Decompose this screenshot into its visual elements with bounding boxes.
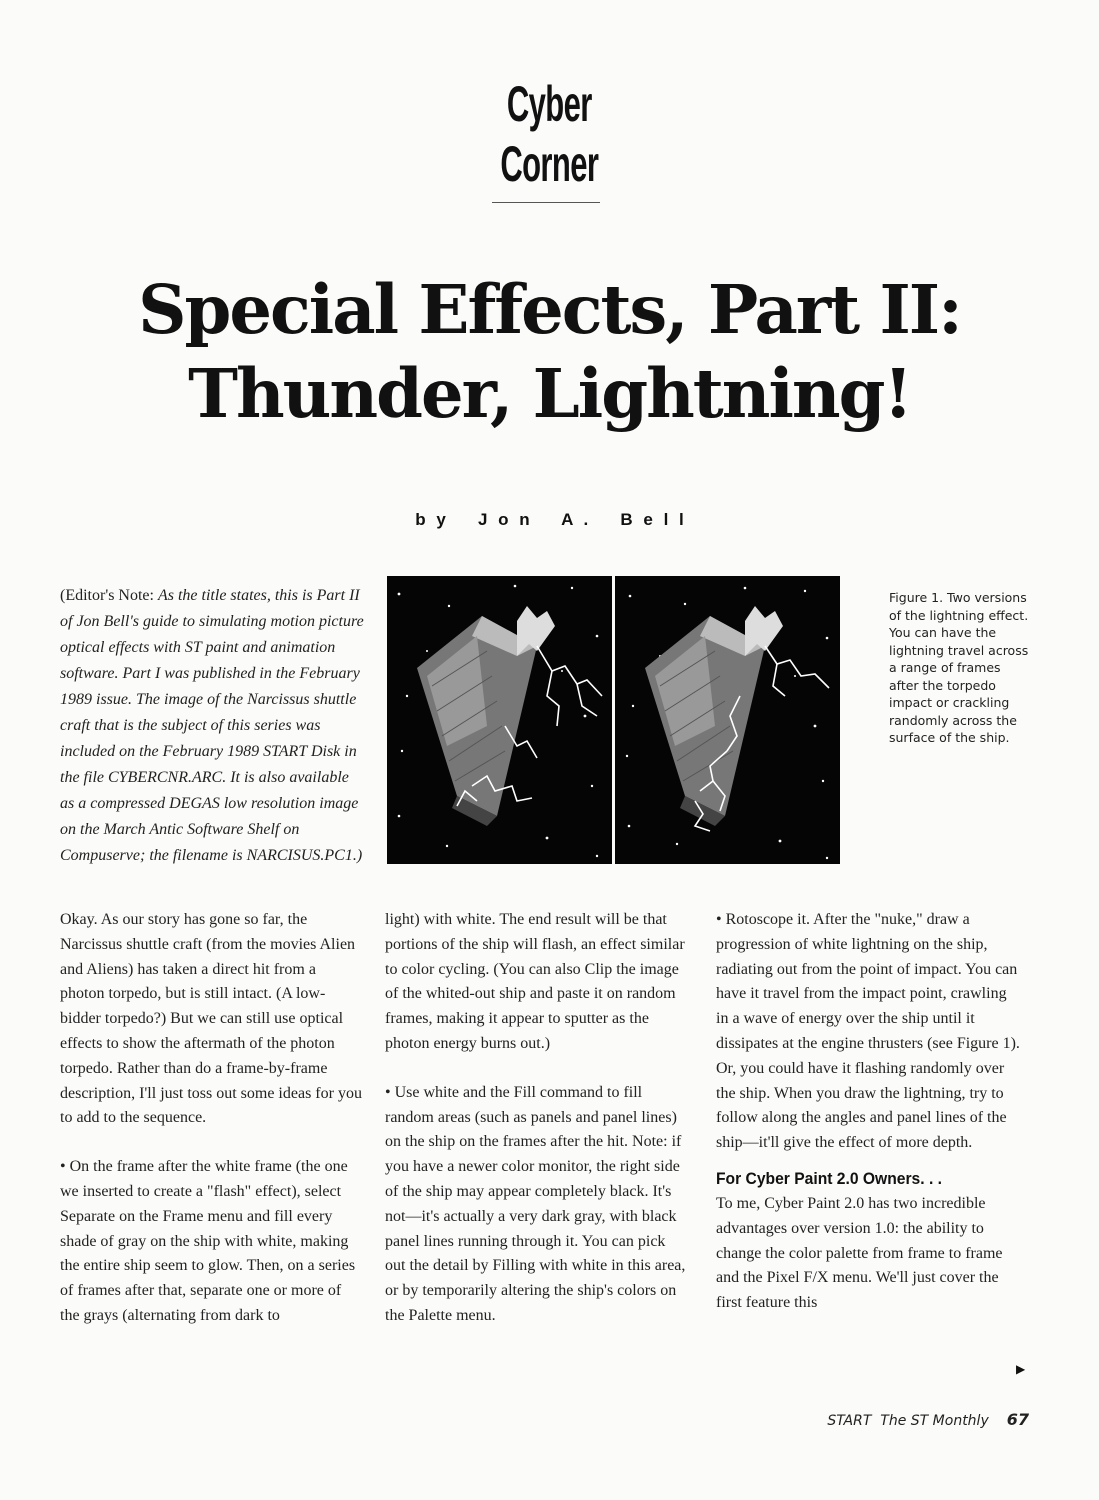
shuttle-lightning-image-1 [387, 576, 612, 864]
figure-caption: Figure 1. Two versions of the lightning effect. You can have the lightning travel across a range of frames after the torpedo impact or crackling randomly across the surface of the ship. [889, 590, 1029, 745]
subheading: For Cyber Paint 2.0 Owners. . . [716, 1168, 942, 1188]
body-column-1 [60, 908, 364, 1353]
article-headline [0, 268, 1099, 436]
byline: b y J o n A . B e l l [415, 510, 684, 529]
body-column-3 [716, 908, 1020, 1340]
editors-note: (Editor's Note: As the title states, this is Part II of Jon Bell's guide to simulating motion picture optical effects with ST paint and animation software. Part I was published in the February 1989 issue. The image of the Narcissus shuttle craft that is the subject of this series was included on the February 1989 START Disk in the file CYBERCNR.ARC. It is also available as a compressed DEGAS low resolution image on the March Antic Software Shelf on Compuserve; the filename is NARCISUS.PC1.) [60, 587, 364, 864]
publication-name: START The ST Monthly [827, 1413, 989, 1429]
page-footer [0, 1410, 1029, 1429]
body-column-2 [385, 908, 689, 1353]
headline-line1: Special Effects, Part II: [138, 270, 961, 349]
figure-panel-right [615, 576, 840, 864]
paragraph: Okay. As our story has gone so far, the Narcissus shuttle craft (from the movies Alien and Aliens) has taken a direct hit from a photon torpedo, but is still intact. (A low-bidder torpedo?) But we can still use optical effects to show the aftermath of the photon torpedo. Rather than do a frame-by-frame description, I'll just toss out some ideas for you to add to the sequence. [60, 911, 362, 1127]
section-title-line2: Corner [500, 136, 599, 192]
paragraph: light) with white. The end result will be that portions of the ship will flash, an effect similar to color cycling. (You can also Clip the image of the whited-out ship and paste it on random frames, making it appear to sputter as the photon energy burns out.) [385, 911, 685, 1052]
paragraph: To me, Cyber Paint 2.0 has two incredible advantages over version 1.0: the ability to change the color palette from frame to frame and the Pixel F/X menu. We'll just cover the first feature this [716, 1194, 1003, 1312]
paragraph: • On the frame after the white frame (the one we inserted to create a "flash" effect), select Separate on the Frame menu and fill every shade of gray on the ship with white, making the entire ship seem to glow. Then, on a series of frames after that, separate one or more of the grays (alternating from dark to [60, 1158, 356, 1324]
paragraph: • Use white and the Fill command to fill random areas (such as panels and panel lines) on the ship on the frames after the hit. Note: if you have a newer color monitor, the right side of the ship may appear completely black. It's not—it's actually a very dark gray, with black panel lines running through it. You can pick out the detail by Filling with white in this area, or by temporarily altering the ship's colors on the Palette menu. [385, 1083, 686, 1324]
section-divider [492, 202, 600, 203]
paragraph: • Rotoscope it. After the "nuke," draw a progression of white lightning on the ship, radiating out from the point of impact. You can have it travel from the impact point, crawling in a wave of energy over the ship until it dissipates at the engine thrusters (see Figure 1). Or, you could have it flashing randomly over the ship. When you draw the lightning, try to follow along the angles and panel lines of the ship—it'll give the effect of more depth. [716, 911, 1020, 1152]
page-number: 67 [1006, 1410, 1029, 1429]
shuttle-lightning-image-2 [615, 576, 840, 864]
figure-1 [387, 576, 864, 864]
figure-panel-left [387, 576, 612, 864]
section-title [209, 74, 890, 194]
headline-line2: Thunder, Lightning! [188, 354, 911, 433]
continue-arrow-icon: ▶ [1016, 1362, 1026, 1376]
section-title-line1: Cyber [506, 76, 592, 132]
